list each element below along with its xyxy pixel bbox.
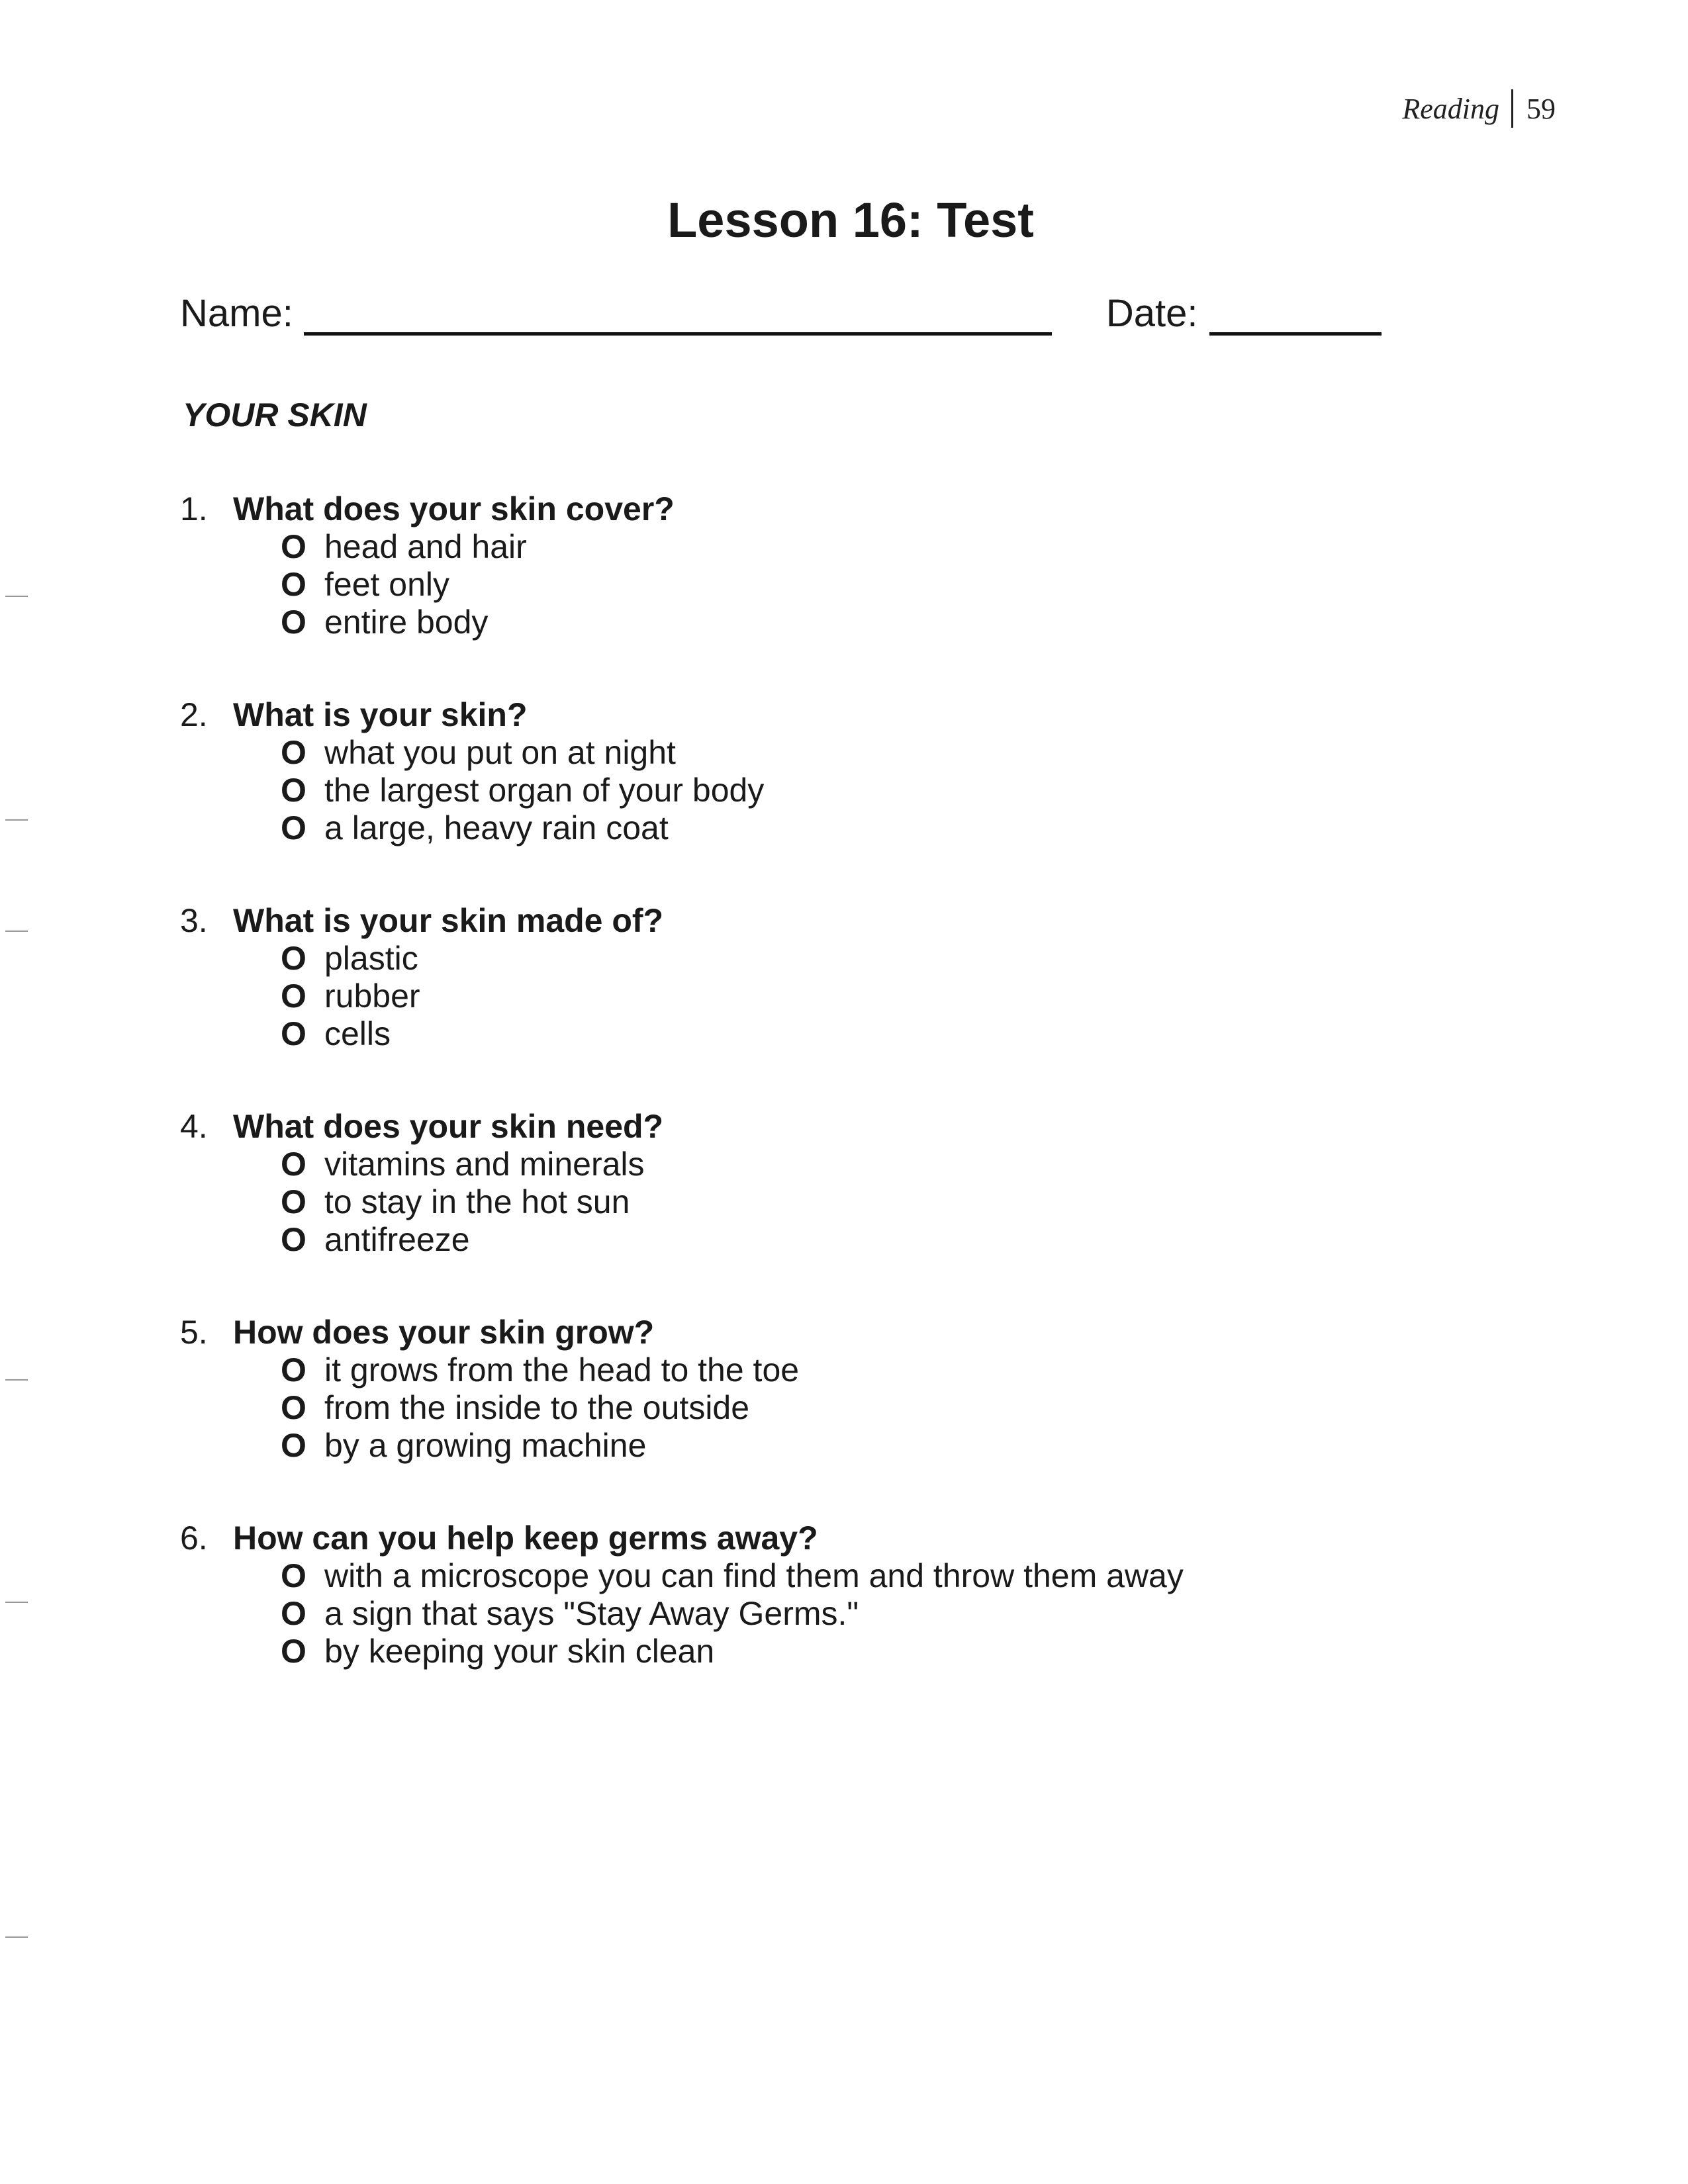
answer-options — [180, 1351, 1184, 1465]
answer-option[interactable] — [281, 1351, 1184, 1389]
name-date-row — [180, 291, 1382, 336]
margin-tick — [5, 596, 28, 597]
question-number: 6. — [180, 1520, 208, 1557]
question-number: 1. — [180, 490, 208, 527]
question-line — [180, 490, 1184, 528]
answer-option-label: vitamins and minerals — [324, 1146, 645, 1183]
answer-option[interactable] — [281, 1427, 1184, 1465]
answer-option[interactable] — [281, 1633, 1184, 1670]
answer-option-label: from the inside to the outside — [324, 1389, 750, 1426]
answer-options — [180, 1557, 1184, 1670]
answer-option-label: the largest organ of your body — [324, 772, 765, 809]
question-number: 3. — [180, 902, 208, 939]
answer-option[interactable] — [281, 604, 1184, 641]
answer-option-label: head and hair — [324, 528, 527, 565]
margin-tick — [5, 819, 28, 821]
answer-option[interactable] — [281, 772, 1184, 809]
name-field[interactable] — [304, 291, 1052, 336]
answer-option[interactable] — [281, 1015, 1184, 1053]
question-text: What is your skin? — [233, 696, 528, 733]
answer-option-label: to stay in the hot sun — [324, 1183, 630, 1220]
question-number: 2. — [180, 696, 208, 733]
answer-option-label: by a growing machine — [324, 1427, 647, 1464]
margin-tick — [5, 931, 28, 932]
answer-bubble-icon[interactable]: O — [281, 566, 306, 603]
answer-bubble-icon[interactable]: O — [281, 1595, 306, 1632]
answer-option[interactable] — [281, 809, 1184, 847]
answer-bubble-icon[interactable]: O — [281, 1557, 306, 1594]
question-text: What does your skin cover? — [233, 490, 675, 527]
running-head-section: Reading — [1402, 92, 1499, 125]
margin-tick — [5, 1379, 28, 1381]
question-number: 4. — [180, 1108, 208, 1145]
answer-bubble-icon[interactable]: O — [281, 1221, 306, 1258]
question-item — [180, 490, 1184, 641]
answer-bubble-icon[interactable]: O — [281, 604, 306, 641]
answer-option-label: plastic — [324, 940, 418, 977]
answer-bubble-icon[interactable]: O — [281, 978, 306, 1015]
answer-bubble-icon[interactable]: O — [281, 528, 306, 565]
answer-option-label: by keeping your skin clean — [324, 1633, 715, 1670]
answer-option[interactable] — [281, 1183, 1184, 1221]
question-line — [180, 901, 1184, 940]
answer-option[interactable] — [281, 566, 1184, 604]
date-label: Date: — [1105, 292, 1198, 335]
answer-bubble-icon[interactable]: O — [281, 1146, 306, 1183]
question-line — [180, 696, 1184, 734]
question-item — [180, 696, 1184, 847]
answer-bubble-icon[interactable]: O — [281, 1427, 306, 1464]
question-text: What is your skin made of? — [233, 902, 664, 939]
answer-option[interactable] — [281, 1146, 1184, 1183]
answer-bubble-icon[interactable]: O — [281, 1015, 306, 1052]
answer-bubble-icon[interactable]: O — [281, 1389, 306, 1426]
answer-option-label: cells — [324, 1015, 391, 1052]
answer-bubble-icon[interactable]: O — [281, 940, 306, 977]
answer-option[interactable] — [281, 734, 1184, 772]
answer-option[interactable] — [281, 940, 1184, 978]
answer-bubble-icon[interactable]: O — [281, 734, 306, 771]
answer-option-label: a sign that says "Stay Away Germs." — [324, 1595, 859, 1632]
question-line — [180, 1519, 1184, 1557]
answer-option[interactable] — [281, 528, 1184, 566]
answer-option[interactable] — [281, 1557, 1184, 1595]
question-item — [180, 1313, 1184, 1465]
answer-option-label: a large, heavy rain coat — [324, 809, 669, 846]
name-label: Name: — [180, 292, 293, 335]
answer-options — [180, 940, 1184, 1053]
page-number: 59 — [1526, 92, 1556, 125]
question-list — [180, 490, 1184, 1725]
answer-option[interactable] — [281, 978, 1184, 1015]
answer-option-label: antifreeze — [324, 1221, 470, 1258]
answer-option-label: rubber — [324, 978, 420, 1015]
answer-options — [180, 528, 1184, 641]
running-head-divider — [1511, 89, 1513, 128]
date-field[interactable] — [1209, 291, 1382, 336]
question-item — [180, 1107, 1184, 1259]
answer-bubble-icon[interactable]: O — [281, 1633, 306, 1670]
section-title: YOUR SKIN — [183, 396, 367, 433]
page-header — [1402, 89, 1556, 128]
question-line — [180, 1313, 1184, 1351]
answer-option[interactable] — [281, 1595, 1184, 1633]
margin-tick — [5, 1602, 28, 1603]
answer-bubble-icon[interactable]: O — [281, 1183, 306, 1220]
answer-option-label: feet only — [324, 566, 450, 603]
question-item — [180, 1519, 1184, 1670]
answer-options — [180, 1146, 1184, 1259]
page-title: Lesson 16: Test — [667, 193, 1034, 248]
question-line — [180, 1107, 1184, 1146]
answer-bubble-icon[interactable]: O — [281, 1351, 306, 1388]
answer-options — [180, 734, 1184, 847]
answer-option-label: it grows from the head to the toe — [324, 1351, 800, 1388]
answer-option[interactable] — [281, 1221, 1184, 1259]
answer-bubble-icon[interactable]: O — [281, 809, 306, 846]
answer-bubble-icon[interactable]: O — [281, 772, 306, 809]
answer-option-label: entire body — [324, 604, 489, 641]
answer-option-label: with a microscope you can find them and throw them away — [324, 1557, 1184, 1594]
answer-option[interactable] — [281, 1389, 1184, 1427]
question-text: What does your skin need? — [233, 1108, 664, 1145]
question-item — [180, 901, 1184, 1053]
question-text: How can you help keep germs away? — [233, 1520, 818, 1557]
question-number: 5. — [180, 1314, 208, 1351]
question-text: How does your skin grow? — [233, 1314, 655, 1351]
answer-option-label: what you put on at night — [324, 734, 676, 771]
margin-tick — [5, 1936, 28, 1938]
